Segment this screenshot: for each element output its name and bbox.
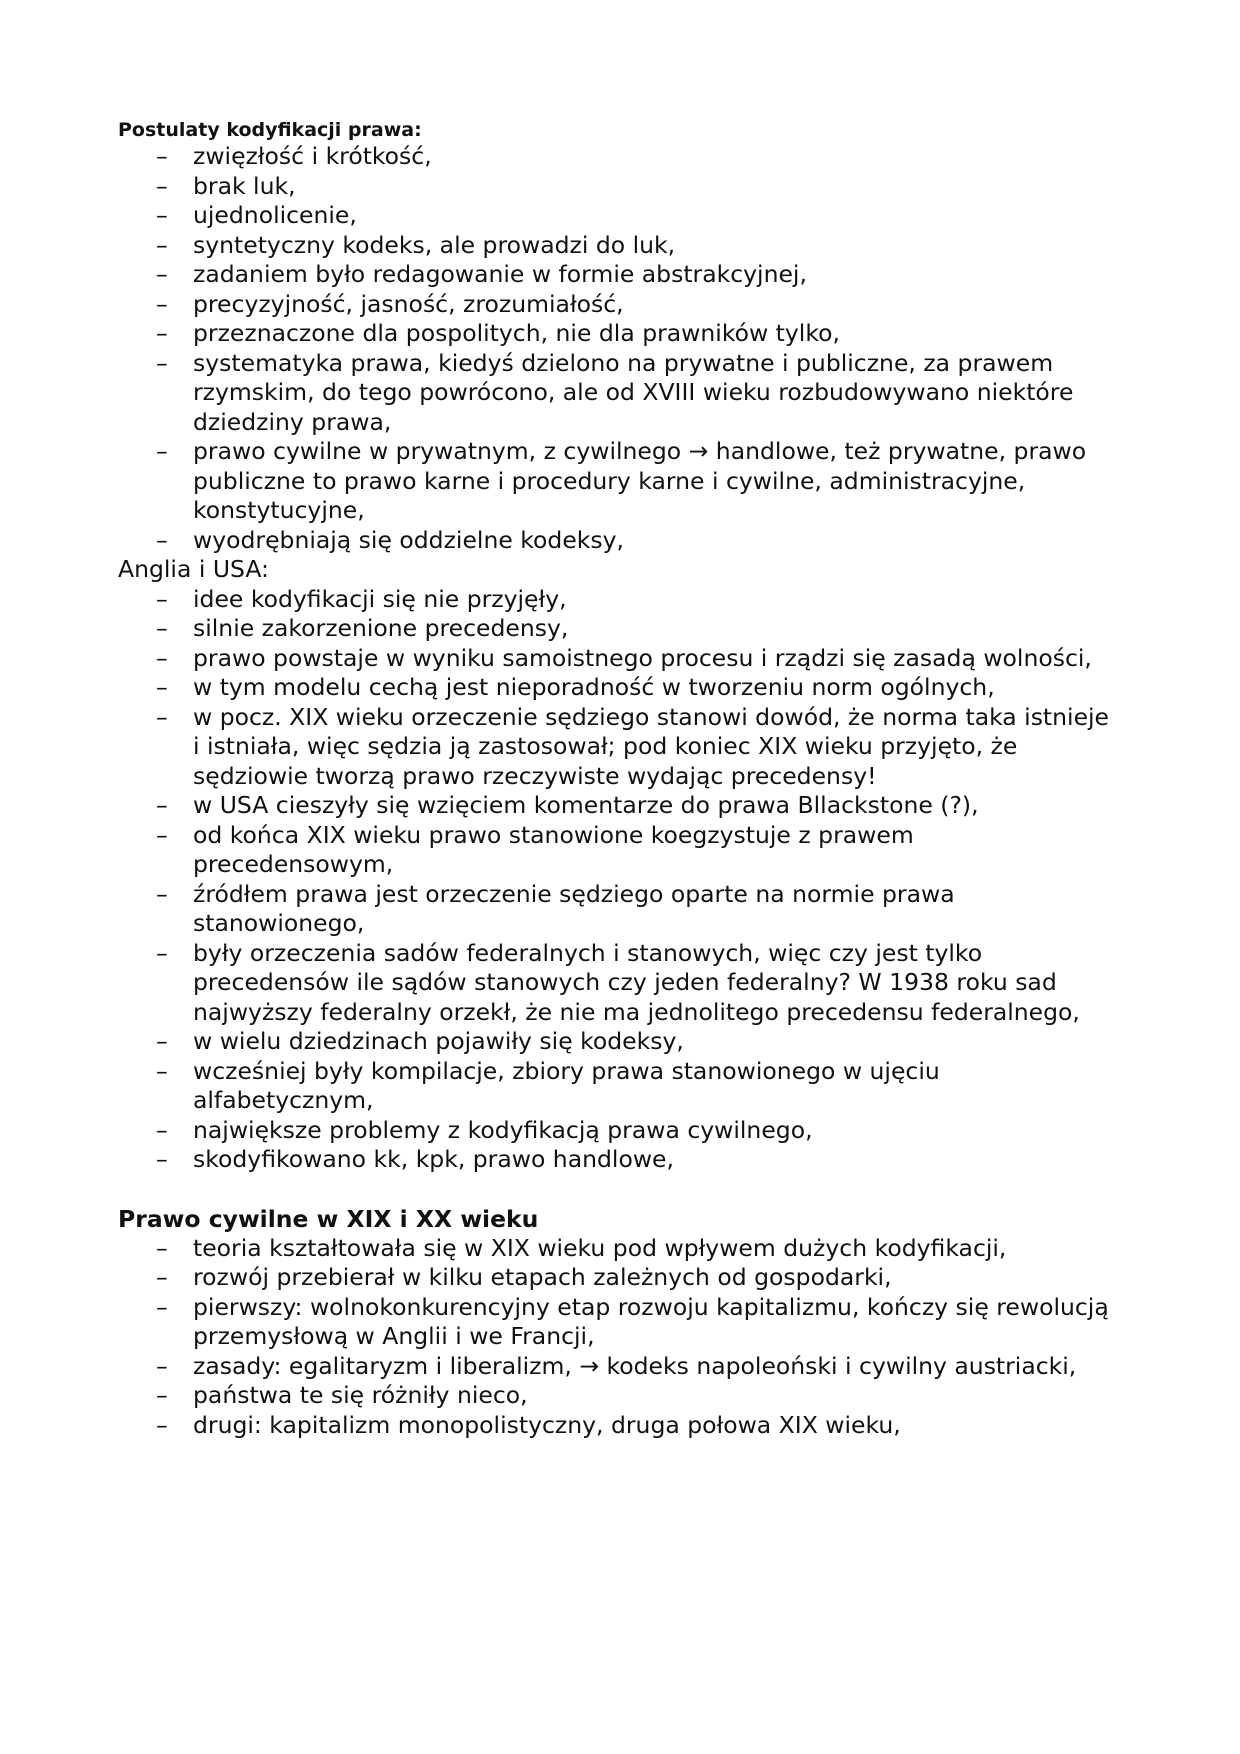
list-item-text: zwięzłość i krótkość, — [193, 142, 432, 170]
list-item-text: systematyka prawa, kiedyś dzielono na prywatne i publiczne, za prawem rzymskim, do tego powrócono, ale od XVIII wieku rozbudowywano niektóre dziedziny prawa, — [193, 348, 1074, 436]
list-item — [118, 231, 1118, 261]
list-item-text: największe problemy z kodyfikacją prawa cywilnego, — [193, 1115, 813, 1144]
list-item-text: zasady: egalitaryzm i liberalizm, → kodeks napoleoński i cywilny austriacki, — [193, 1351, 1077, 1380]
anglia-usa-list — [118, 585, 1118, 1175]
list-item — [118, 172, 1118, 202]
dash-bullet: – — [156, 1115, 168, 1144]
list-item-text: w pocz. XIX wieku orzeczenie sędziego stanowi dowód, że norma taka istnieje i istniała, więc sędzia ją zastosował; pod koniec XIX wieku przyjęto, że sędziowie tworzą prawo rzeczywiste wydając precedensy! — [193, 702, 1110, 790]
list-item — [118, 1234, 1118, 1264]
list-item — [118, 703, 1118, 792]
list-item — [118, 585, 1118, 615]
list-item-text: silnie zakorzenione precedensy, — [193, 614, 569, 642]
list-item-text: ujednolicenie, — [193, 201, 357, 229]
list-item — [118, 673, 1118, 703]
dash-bullet: – — [156, 1351, 168, 1380]
list-item — [118, 1411, 1118, 1441]
section-heading-postulaty: Postulaty kodyfikacji prawa: — [118, 119, 422, 141]
dash-bullet: – — [156, 1233, 168, 1262]
list-item — [118, 1263, 1118, 1293]
list-item-text: źródłem prawa jest orzeczenie sędziego oparte na normie prawa stanowionego, — [193, 879, 955, 937]
list-item-text: w USA cieszyły się wzięciem komentarze do prawa Bllackstone (?), — [193, 791, 979, 819]
list-item-text: wcześniej były kompilacje, zbiory prawa stanowionego w ujęciu alfabetycznym, — [193, 1056, 940, 1114]
list-item — [118, 142, 1118, 172]
dash-bullet: – — [156, 201, 168, 229]
list-item — [118, 1352, 1118, 1382]
list-item-text: prawo cywilne w prywatnym, z cywilnego → handlowe, też prywatne, prawo publiczne to prawo karne i procedury karne i cywilne, administracyjne, konstytucyjne, — [193, 437, 1087, 524]
list-item — [118, 1293, 1118, 1352]
dash-bullet: – — [156, 820, 168, 849]
list-item-text: drugi: kapitalizm monopolistyczny, druga połowa XIX wieku, — [193, 1410, 901, 1439]
dash-bullet: – — [156, 1263, 168, 1291]
dash-bullet: – — [156, 791, 168, 819]
list-item-text: zadaniem było redagowanie w formie abstrakcyjnej, — [193, 260, 807, 288]
list-item — [118, 1027, 1118, 1057]
list-item — [118, 526, 1118, 556]
dash-bullet: – — [156, 348, 168, 377]
dash-bullet: – — [156, 643, 168, 672]
dash-bullet: – — [156, 230, 168, 259]
dash-bullet: – — [156, 1145, 168, 1173]
list-item — [118, 201, 1118, 231]
list-item — [118, 614, 1118, 644]
list-item-text: w wielu dziedzinach pojawiły się kodeksy, — [193, 1027, 684, 1055]
dash-bullet: – — [156, 1292, 168, 1321]
dash-bullet: – — [156, 289, 168, 318]
dash-bullet: – — [156, 171, 168, 200]
list-item — [118, 821, 1118, 880]
list-item-text: wyodrębniają się oddzielne kodeksy, — [193, 525, 625, 554]
section-heading-anglia-usa: Anglia i USA: — [118, 555, 269, 583]
list-item-text: w tym modelu cechą jest nieporadność w tworzeniu norm ogólnych, — [193, 673, 995, 701]
dash-bullet: – — [156, 525, 168, 554]
dash-bullet: – — [156, 584, 168, 613]
list-item-text: syntetyczny kodeks, ale prowadzi do luk, — [193, 230, 676, 259]
list-item — [118, 319, 1118, 349]
list-item — [118, 437, 1118, 526]
list-item — [118, 260, 1118, 290]
dash-bullet: – — [156, 879, 168, 908]
list-item-text: od końca XIX wieku prawo stanowione koegzystuje z prawem precedensowym, — [193, 820, 914, 878]
list-item — [118, 1381, 1118, 1411]
dash-bullet: – — [156, 1056, 168, 1085]
list-item-text: rozwój przebierał w kilku etapach zależnych od gospodarki, — [193, 1263, 892, 1291]
prawo-cywilne-list — [118, 1234, 1118, 1441]
list-item-text: precyzyjność, jasność, zrozumiałość, — [193, 289, 624, 318]
dash-bullet: – — [156, 319, 168, 347]
list-item — [118, 1145, 1118, 1175]
list-item-text: prawo powstaje w wyniku samoistnego procesu i rządzi się zasadą wolności, — [193, 643, 1092, 672]
list-item-text: pierwszy: wolnokonkurencyjny etap rozwoju kapitalizmu, kończy się rewolucją przemysłową w Anglii i we Francji, — [193, 1292, 1109, 1350]
list-item — [118, 880, 1118, 939]
document-page — [118, 112, 1118, 1440]
dash-bullet: – — [156, 938, 168, 967]
list-item — [118, 644, 1118, 674]
list-item — [118, 939, 1118, 1028]
dash-bullet: – — [156, 702, 168, 731]
dash-bullet: – — [156, 260, 168, 288]
list-item — [118, 1057, 1118, 1116]
list-item — [118, 1116, 1118, 1146]
list-item-text: teoria kształtowała się w XIX wieku pod wpływem dużych kodyfikacji, — [193, 1233, 1007, 1262]
dash-bullet: – — [156, 1027, 168, 1055]
dash-bullet: – — [156, 142, 168, 170]
list-item — [118, 349, 1118, 438]
list-item — [118, 290, 1118, 320]
dash-bullet: – — [156, 1410, 168, 1439]
dash-bullet: – — [156, 673, 168, 701]
dash-bullet: – — [156, 1381, 168, 1409]
list-item-text: państwa te się różniły nieco, — [193, 1381, 528, 1409]
list-item-text: brak luk, — [193, 171, 296, 200]
list-item-text: idee kodyfikacji się nie przyjęły, — [193, 584, 567, 613]
dash-bullet: – — [156, 437, 168, 465]
list-item-text: skodyfikowano kk, kpk, prawo handlowe, — [193, 1145, 674, 1173]
dash-bullet: – — [156, 614, 168, 642]
section-heading-prawo-cywilne: Prawo cywilne w XIX i XX wieku — [118, 1204, 539, 1233]
postulaty-list — [118, 142, 1118, 555]
list-item-text: przeznaczone dla pospolitych, nie dla prawników tylko, — [193, 319, 840, 347]
list-item-text: były orzeczenia sadów federalnych i stanowych, więc czy jest tylko precedensów ile sądów stanowych czy jeden federalny? W 1938 roku sad najwyższy federalny orzekł, że nie ma jednolitego precedensu federalnego, — [193, 938, 1080, 1026]
list-item — [118, 791, 1118, 821]
